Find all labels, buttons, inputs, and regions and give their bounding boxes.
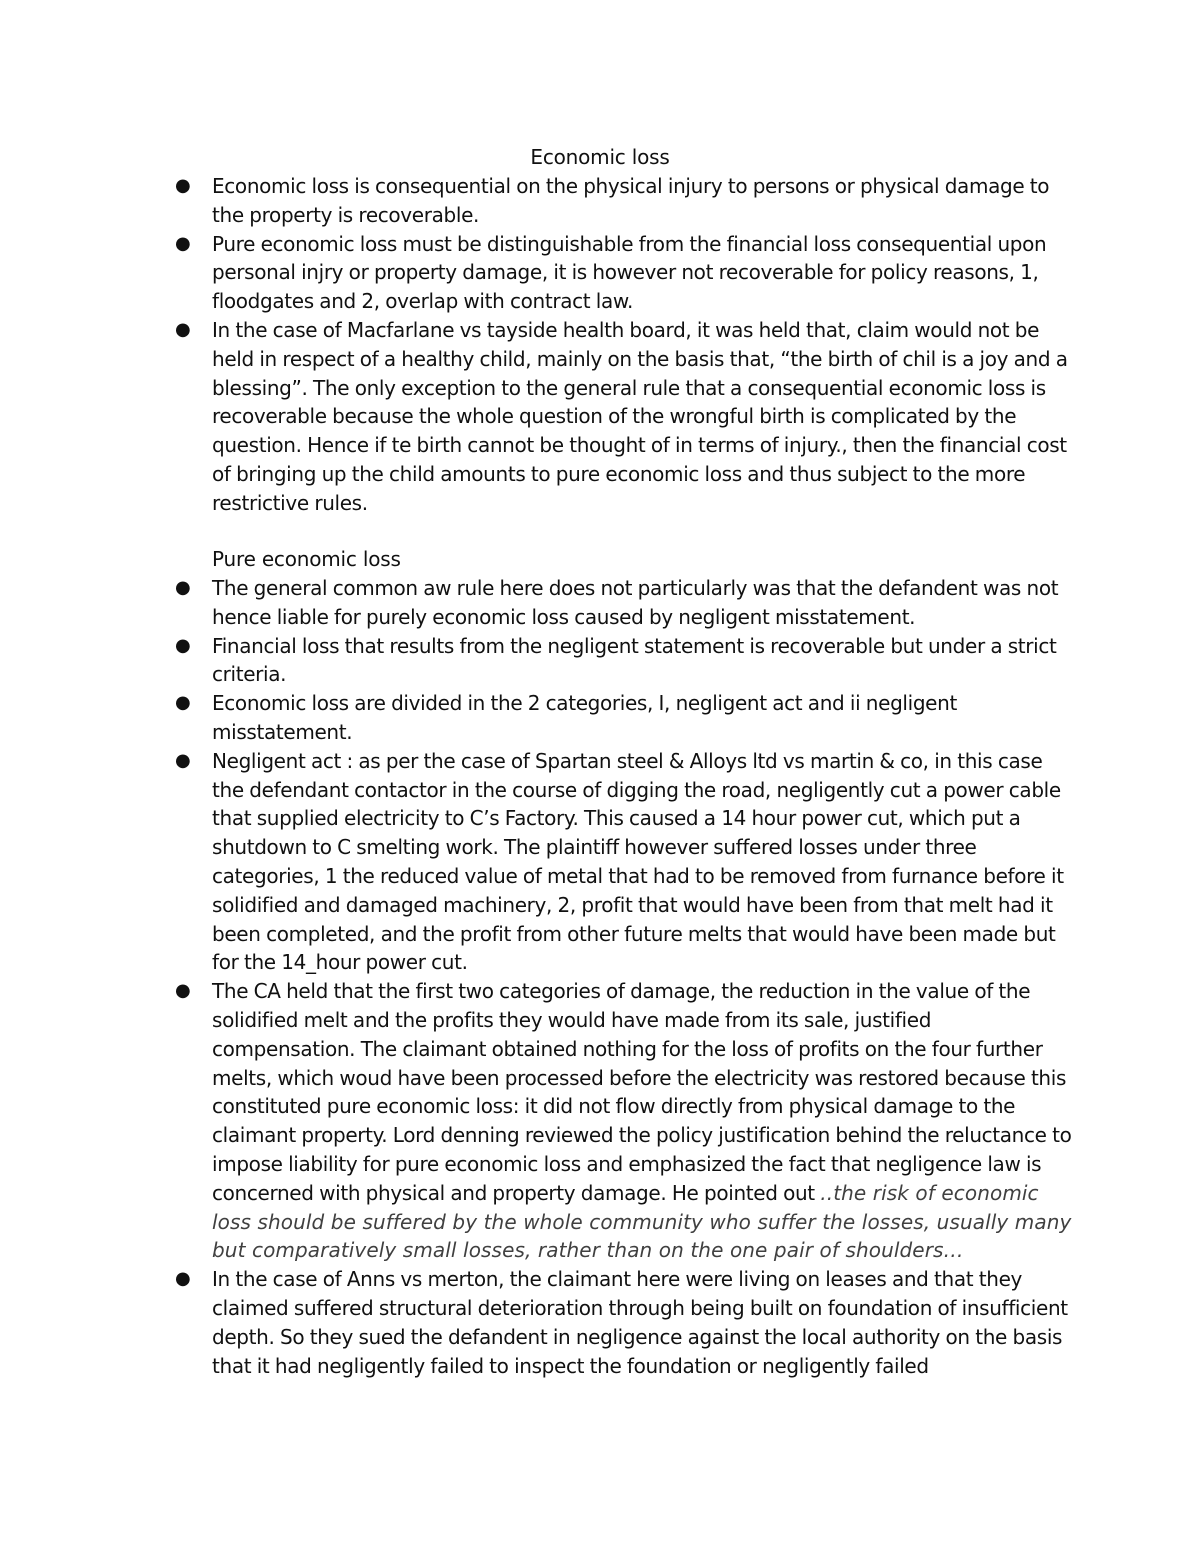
bullet-icon: ● — [175, 749, 191, 771]
bullet-icon: ● — [175, 1268, 191, 1290]
list-item — [175, 977, 1072, 1265]
bullet-list-pure-economic-loss — [175, 574, 1072, 1380]
list-item — [175, 574, 1072, 632]
list-item — [175, 632, 1072, 690]
list-item — [175, 230, 1072, 316]
list-item-text: Economic loss is consequential on the physical injury to persons or physical damage to the property is recoverable. — [212, 174, 1050, 227]
page-title: Economic loss — [530, 145, 670, 169]
bullet-icon: ● — [175, 634, 191, 656]
bullet-list-economic-loss — [175, 172, 1072, 518]
bullet-icon: ● — [175, 175, 191, 196]
list-item — [175, 1265, 1072, 1380]
bullet-icon: ● — [175, 980, 191, 1002]
list-item-text: Negligent act : as per the case of Spartan steel & Alloys ltd vs martin & co, in this case the defendant contactor in the course of digging the road, negligently cut a power cable that supplied electricity to C’s Factory. This caused a 14 hour power cut, which put a shutdown to C smelting work. The plaintiff however suffered losses under three categories, 1 the reduced value of metal that had to be removed from furnance before it solidified and damaged machinery, 2, profit that would have been from that melt had it been completed, and the profit from other future melts that would have been made but for the 14_hour power cut. — [212, 748, 1064, 975]
list-item — [175, 172, 1072, 230]
denning-quote: ..the risk of economic loss should be suffered by the whole community who suffer the losses, usually many but comparatively small losses, rather than on the one pair of shoulders… — [212, 1180, 1072, 1263]
list-item-text: The general common aw rule here does not particularly was that the defandent was not hence liable for purely economic loss caused by negligent misstatement. — [212, 576, 1059, 629]
bullet-icon: ● — [175, 692, 191, 714]
bullet-icon: ● — [175, 577, 191, 598]
section-heading: Pure economic loss — [212, 547, 401, 571]
bullet-icon: ● — [175, 232, 191, 254]
list-item-text: Financial loss that results from the negligent statement is recoverable but under a strict criteria. — [212, 633, 1057, 687]
bullet-icon: ● — [175, 318, 191, 340]
list-item — [175, 747, 1072, 977]
list-item-text: The CA held that the first two categories of damage, the reduction in the value of the solidified melt and the profits they would have made from its sale, justified compensation. The claimant obtained nothing for the loss of profits on the four further melts, which woud have been processed before the electricity was restored because this constituted pure economic loss: it did not flow directly from physical damage to the claimant property. Lord denning reviewed the policy justification behind the reluctance to impose liability for pure economic loss and emphasized the fact that negligence law is concerned with physical and property damage. He pointed out — [212, 979, 1072, 1205]
list-item-text: In the case of Anns vs merton, the claimant here were living on leases and that they claimed suffered structural deterioration through being built on foundation of insufficient depth. So they sued the defandent in negligence against the local authority on the basis that it had negligently failed to inspect the foundation or negligently failed — [212, 1267, 1068, 1378]
list-item-text: In the case of Macfarlane vs tayside health board, it was held that, claim would not be held in respect of a healthy child, mainly on the basis that, “the birth of chil is a joy and a blessing”. The only exception to the general rule that a consequential economic loss is recoverable because the whole question of the wrongful birth is complicated by the question. Hence if te birth cannot be thought of in terms of injury., then the financial cost of bringing up the child amounts to pure economic loss and thus subject to the more restrictive rules. — [212, 317, 1068, 515]
list-item-text: Pure economic loss must be distinguishable from the financial loss consequential upon personal injry or property damage, it is however not recoverable for policy reasons, 1, floodgates and 2, overlap with contract law. — [212, 231, 1047, 314]
list-item — [175, 316, 1072, 518]
list-item-text: Economic loss are divided in the 2 categories, I, negligent act and ii negligent misstatement. — [212, 691, 957, 744]
list-item — [175, 689, 1072, 747]
